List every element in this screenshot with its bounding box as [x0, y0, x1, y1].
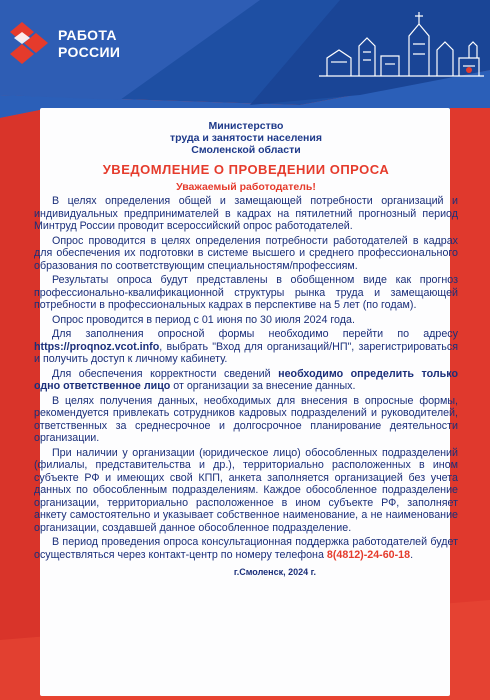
survey-link[interactable]: https://proqnoz.vcot.info	[34, 340, 160, 353]
contact-phone[interactable]: 8(4812)-24-60-18	[326, 548, 411, 561]
brand-line-1: РАБОТА	[58, 27, 117, 43]
notice-content	[34, 120, 458, 577]
paragraph-1: В целях определения общей и замещающей потребности организаций и индивидуальных предпринимателей в кадрах на пятилетний прогнозный период Минтруд России проводит всероссийский опрос работодателей.	[34, 195, 458, 232]
p6-emphasis: необходимо определить только одно ответственное лицо	[34, 367, 458, 392]
brand-line-2: РОССИИ	[58, 44, 121, 60]
paragraph-2: Опрос проводится в целях определения потребности работодателей в кадрах для обеспечения их подготовки в системе высшего и среднего профессионального образования по соответствующим специальностям/профессиям.	[34, 234, 458, 272]
p6-text-before: Для обеспечения корректности сведений	[52, 367, 279, 380]
rabota-rossii-logo-icon	[10, 22, 50, 66]
page-title: УВЕДОМЛЕНИЕ О ПРОВЕДЕНИИ ОПРОСА	[102, 162, 390, 177]
paragraph-8: При наличии у организации (юридическое лицо) обособленных подразделений (филиалы, представительства и др.), территориально расположенных в ином субъекте РФ и имеющих свой КПП, анкета заполняется организацией без учета данных по обособленным подразделениям. Каждое обособленное подразделение организации, территориально расположенное в ином субъекте РФ, заполняет анкету самостоятельно и указывает собственное наименование, а не наименование организации, создавшей данное обособленное подразделение.	[34, 446, 458, 534]
smolensk-skyline-icon	[319, 6, 484, 84]
paragraph-7: В целях получения данных, необходимых для внесения в опросные формы, рекомендуется привлекать сотрудников кадровых подразделений и руководителей, ответственных за среднесрочное и долгосрочное планирование деятельности организации.	[34, 394, 458, 444]
paragraph-6	[34, 368, 458, 393]
signoff: г.Смоленск, 2024 г.	[233, 567, 316, 577]
paragraph-4: Опрос проводится в период с 01 июня по 30 июля 2024 года.	[52, 313, 355, 326]
p9-text-after: .	[410, 548, 414, 561]
p5-text-before: Для заполнения опросной формы необходимо перейти по адресу	[52, 328, 458, 340]
ministry-line-3: Смоленской области	[191, 144, 301, 156]
p9-text-before: В период проведения опроса консультационная поддержка работодателей будет осуществляться через контакт-центр по номеру телефона	[34, 536, 458, 561]
paragraph-9	[34, 536, 458, 561]
p5-text-after: , выбрать "Вход для организаций/НП", зарегистрироваться и получить доступ к личному кабинету.	[34, 340, 458, 365]
p6-text-after: от организации за внесение данных.	[170, 380, 356, 392]
ministry-line-2: труда и занятости населения	[170, 132, 322, 144]
paragraph-5	[34, 328, 458, 366]
greeting: Уважаемый работодатель!	[176, 181, 316, 193]
ministry-line-1: Министерство	[208, 120, 284, 132]
brand-logo	[10, 22, 120, 66]
notice-body	[34, 195, 458, 561]
paragraph-3: Результаты опроса будут представлены в обобщенном виде как прогноз профессионально-квалификационной структуры рынка труда и замещающей потребности в профессиональных кадрах в перспективе на 5 лет (по годам).	[34, 274, 458, 311]
